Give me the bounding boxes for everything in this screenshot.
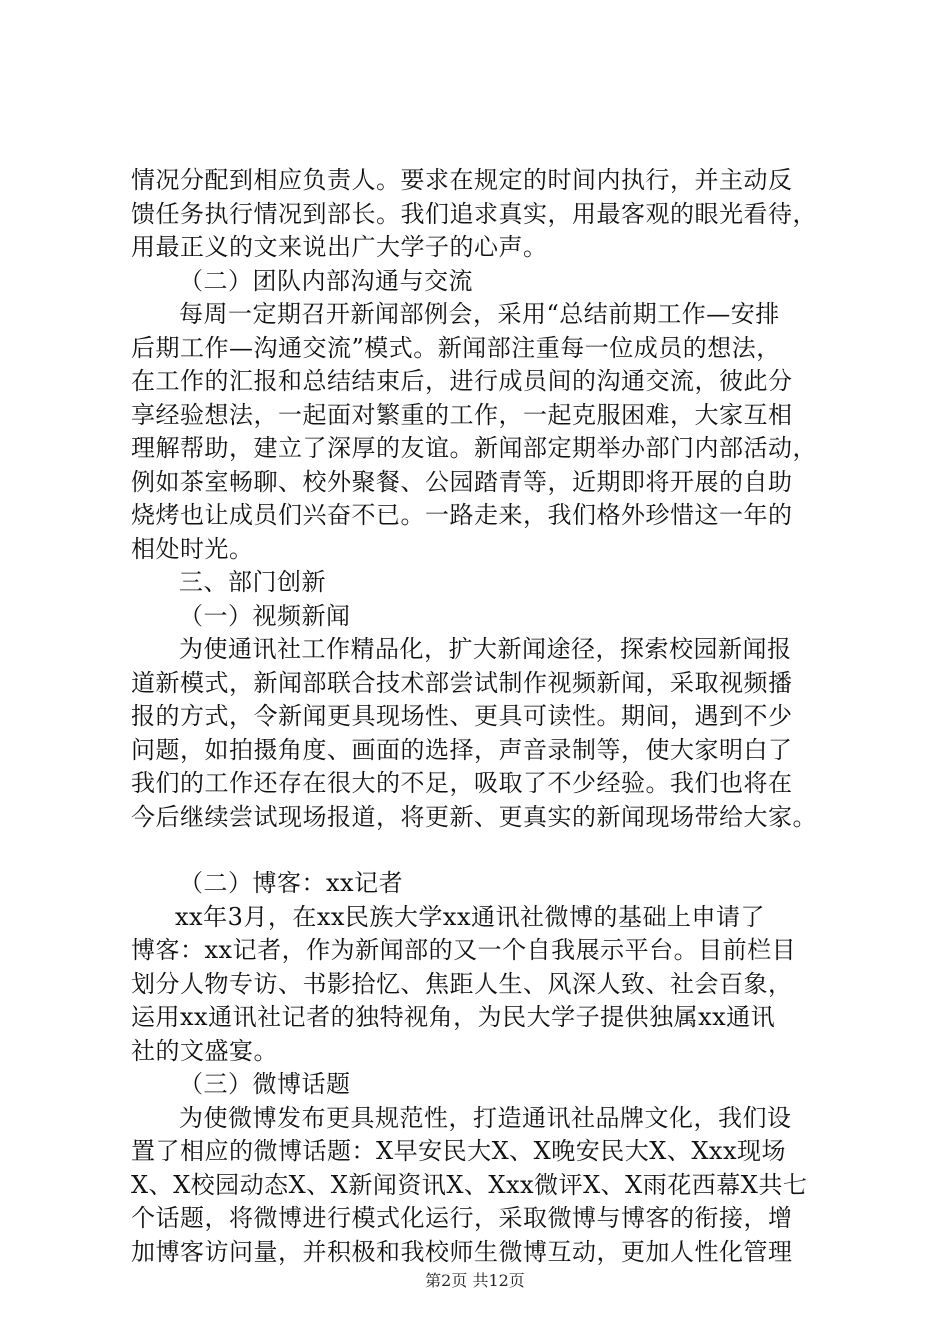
paragraph-line: 运用xx通讯社记者的独特视角，为民大学子提供独属xx通讯 — [131, 1003, 776, 1031]
section-heading: （二）团队内部沟通与交流 — [179, 266, 473, 295]
document-body — [131, 164, 833, 1269]
blank-line — [131, 834, 833, 867]
paragraph-line: 道新模式，新闻部联合技术部尝试制作视频新闻，采取视频播 — [131, 668, 793, 697]
paragraph-line: 用最正义的文来说出广大学子的心声。 — [131, 233, 548, 261]
paragraph-line: 今后继续尝试现场报道，将更新、更真实的新闻现场带给大家。 — [131, 802, 817, 831]
paragraph-line: X、X校园动态X、X新闻资讯X、Xxx微评X、X雨花西幕X共七 — [131, 1170, 808, 1199]
paragraph-line: 加博客访问量，并积极和我校师生微博互动，更加人性化管理 — [131, 1237, 793, 1266]
paragraph-line: 为使通讯社工作精品化，扩大新闻途径，探索校园新闻报 — [179, 635, 792, 663]
paragraph-line: 问题，如拍摄角度、画面的选择，声音录制等，使大家明白了 — [131, 735, 793, 764]
section-heading: （二）博客：xx记者 — [179, 869, 404, 897]
paragraph-line: 我们的工作还存在很大的不足，吸取了不少经验。我们也将在 — [131, 769, 793, 797]
paragraph-line: 个话题，将微博进行模式化运行，采取微博与博客的衔接，增 — [131, 1204, 793, 1232]
paragraph-line: 情况分配到相应负责人。要求在规定的时间内执行，并主动反 — [131, 166, 793, 194]
paragraph-line: 相处时光。 — [131, 534, 254, 563]
paragraph-line: 享经验想法，一起面对繁重的工作，一起克服困难，大家互相 — [131, 400, 793, 429]
paragraph-line: 社的文盛宴。 — [131, 1036, 278, 1065]
paragraph-line: 报的方式，令新闻更具现场性、更具可读性。期间，遇到不少 — [131, 702, 793, 730]
paragraph-line: 在工作的汇报和总结结束后，进行成员间的沟通交流，彼此分 — [131, 367, 793, 395]
paragraph-line: 博客：xx记者，作为新闻部的又一个自我展示平台。目前栏目 — [131, 936, 797, 964]
page-number: 第2页 共12页 — [425, 1271, 525, 1290]
paragraph-line: 后期工作—沟通交流”模式。新闻部注重每一位成员的想法， — [131, 333, 781, 362]
paragraph-line: 划分人物专访、书影拾忆、焦距人生、风深人致、社会百象， — [131, 969, 793, 998]
paragraph-line: 烧烤也让成员们兴奋不已。一路走来，我们格外珍惜这一年的 — [131, 501, 793, 529]
paragraph-line: 为使微博发布更具规范性，打造通讯社品牌文化，我们设 — [179, 1103, 792, 1132]
section-heading: 三、部门创新 — [179, 568, 326, 596]
paragraph-line: xx年3月，在xx民族大学xx通讯社微博的基础上申请了 — [175, 902, 765, 931]
paragraph-line: 每周一定期召开新闻部例会，采用“总结前期工作—安排 — [179, 300, 780, 328]
paragraph-line: 例如茶室畅聊、校外聚餐、公园踏青等，近期即将开展的自助 — [131, 467, 793, 496]
paragraph-line: 理解帮助，建立了深厚的友谊。新闻部定期举办部门内部活动， — [131, 434, 817, 462]
section-heading: （三）微博话题 — [179, 1070, 351, 1098]
section-heading: （一）视频新闻 — [179, 601, 351, 630]
paragraph-line: 馈任务执行情况到部长。我们追求真实，用最客观的眼光看待， — [131, 199, 817, 228]
paragraph-line: 置了相应的微博话题：X早安民大X、X晚安民大X、Xxx现场 — [131, 1137, 786, 1165]
